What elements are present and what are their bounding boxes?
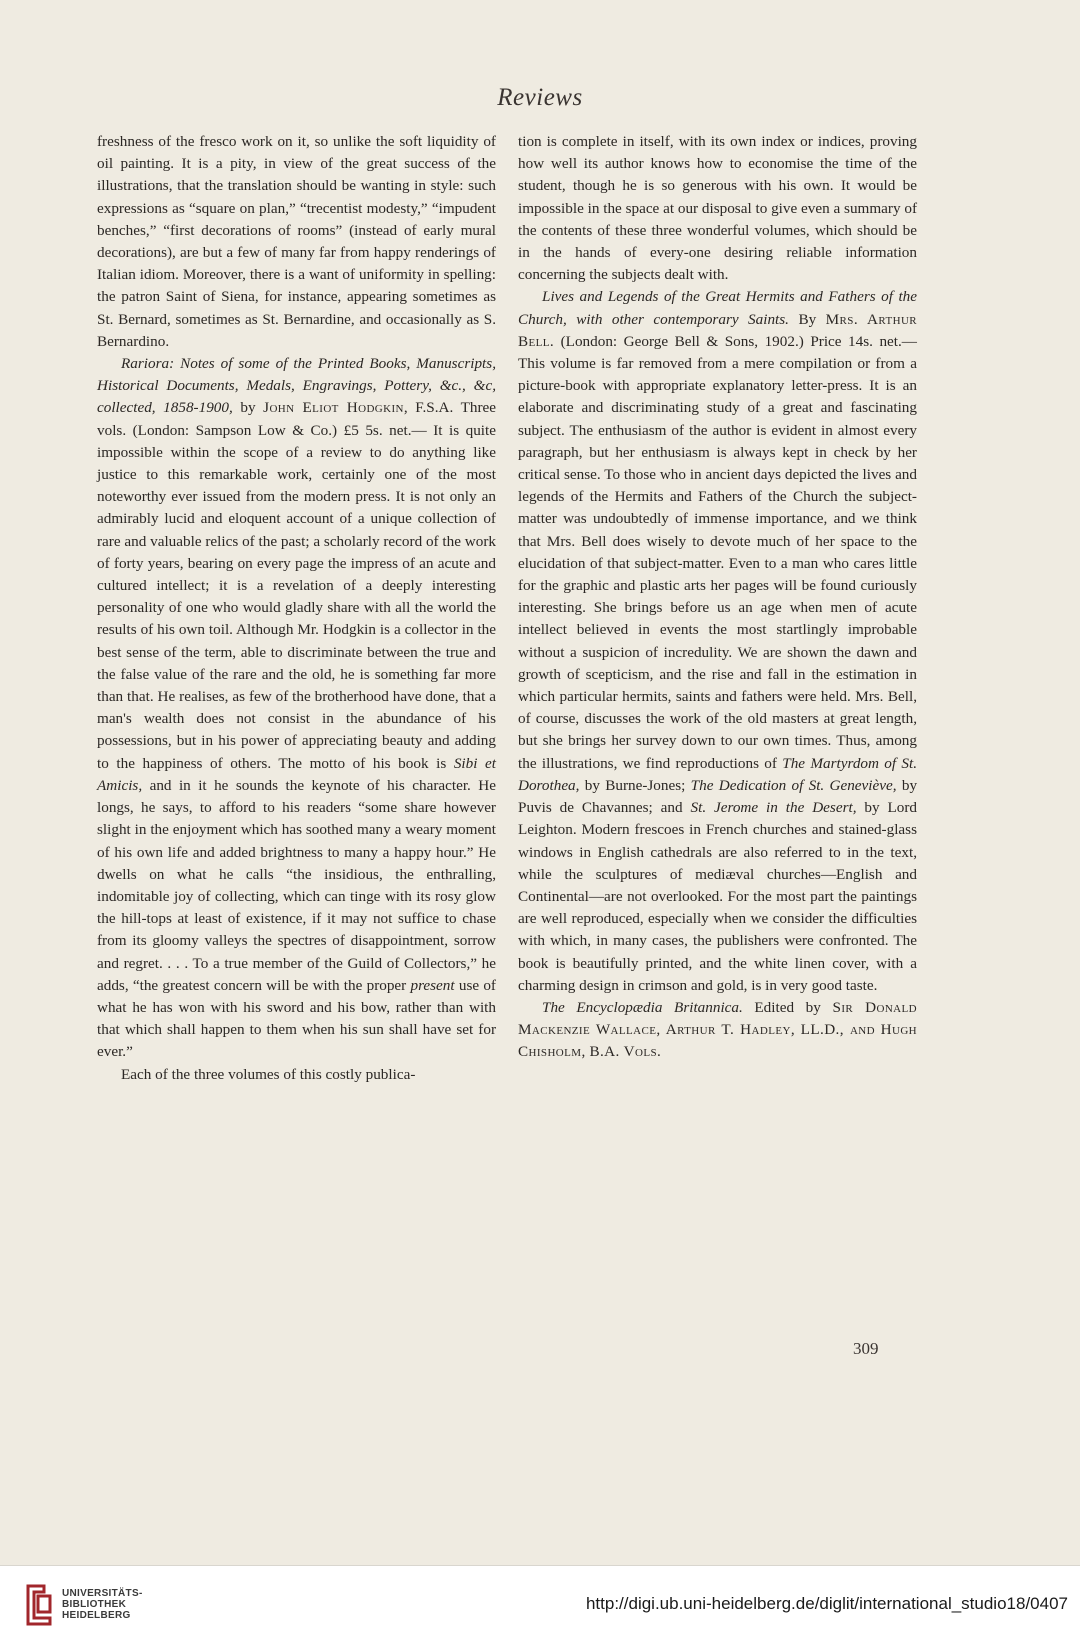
author-hodgkin: John Eliot Hodgkin [263, 399, 404, 417]
left-column [97, 131, 496, 1086]
book-title-rariora: Rariora: Notes of some of the Printed Books, Manuscripts, Historical Documents, Medals, Engravings, Pottery, &c., &c, collected, 1858-1900, [97, 355, 496, 417]
library-logo-icon [24, 1582, 54, 1628]
library-name: UNIVERSITÄTS- BIBLIOTHEK HEIDELBERG [62, 1588, 143, 1621]
author-bell: Mrs. Arthur Bell. [518, 310, 918, 350]
library-footer [0, 1565, 1080, 1645]
left-paragraph-1: freshness of the fresco work on it, so unlike the soft liquidity of oil painting. It is a pity, in view of the great success of the illustrations, that the translation should be wanting in style: such expressions as “square on plan,” “trecentist modesty,” “impudent benches,” “first decorations of rooms” (instead of early mural decorations), are but a few of many far from happy renderings of Italian idiom. Moreover, there is a want of uniformity in spelling: the patron Saint of Siena, for instance, appearing sometimes as St. Bernard, sometimes as St. Bernardine, and occasionally as S. Bernardino. [97, 133, 496, 350]
motto: Sibi et Amicis, [97, 754, 496, 794]
page-number: 309 [853, 1339, 879, 1358]
right-review-hermits: Lives and Legends of the Great Hermits and Fathers of the Church, with other contemporary Saints. By Mrs. Arthur Bell. (London: George Bell & Sons, 1902.) Price 14s. net.— This volume is far removed from a mere compilation or from a picture-book with appropriate explanatory letter-press. It is an elaborate and discriminating study of a great and fascinating subject. The enthusiasm of the author is evident in almost every paragraph, but her enthusiasm is always kept in check by her critical sense. To those who in ancient days depicted the lives and legends of the Hermits and Fathers of the Church the subject-matter was undoubtedly of immense importance, and we think that Mrs. Bell does wisely to devote much of her space to the elucidation of that subject-matter. Even to a man who cares little for the graphic and plastic arts her pages will be found curiously interesting. She brings before us an age when men of acute intellect believed in events the most startlingly improbable without a suspicion of incredulity. We are shown the dawn and growth of scepticism, and the rise and fall in the estimation in which particular hermits, saints and fathers were held. Mrs. Bell, of course, discusses the work of the old masters at great length, but she brings her survey down to our own times. Thus, among the illustrations, we find reproductions of The Martyrdom of St. Dorothea, by Burne-Jones; The Dedication of St. Geneviève, by Puvis de Chavannes; and St. Jerome in the Desert, by Lord Leighton. Modern frescoes in French churches and stained-glass windows in English cathedrals are also referred to in the text, while the sculptures of mediæval churches—English and Continental—are not overlooked. For the most part the paintings are well reproduced, especially when we consider the difficulties with which, in many cases, the publishers were confronted. The book is beautifully printed, and the white linen cover, with a charming design in crimson and gold, is in very good taste. [518, 288, 918, 994]
left-review-rariora: Rariora: Notes of some of the Printed Books, Manuscripts, Historical Documents, Medals, Engravings, Pottery, &c., &c, collected, 1858-1900, by John Eliot Hodgkin, F.S.A. Three vols. (London: Sampson Low & Co.) £5 5s. net.— It is quite impossible within the scope of a review to do anything like justice to this remarkable work, certainly one of the most noteworthy ever issued from the modern press. It is not only an admirably lucid and eloquent account of a unique collection of rare and valuable relics of the past; a scholarly record of the work of forty years, bearing on every page the impress of an acute and cultured intellect; it is a revelation of a deeply interesting personality of one who would gladly share with all the world the results of his own toil. Although Mr. Hodgkin is a collector in the best sense of the term, able to discriminate between the true and the false value of the rare and the old, he is something far more than that. He realises, as few of the brotherhood have done, that a man's wealth does not consist in the abundance of his possessions, but in his power of appreciating beauty and adding to the happiness of others. The motto of his book is Sibi et Amicis, and in it he sounds the keynote of his character. He longs, he says, to afford to his readers “some share however slight in the enjoyment which has soothed many a weary moment of his own life and added brightness to many a happy hour.” He dwells on what he calls “the insidious, the enthralling, indomitable joy of collecting, which can tinge with its rosy glow the hill-tops at least of existence, if it may not suffice to chase from its gloomy valleys the spectres of disappointment, sorrow and regret. . . . To a true member of the Guild of Collectors,” he adds, “the greatest concern will be with the proper present use of what he has won with his sword and his bow, rather than with that which shall happen to them when his sun shall have set for ever.” [97, 355, 497, 1061]
left-paragraph-3: Each of the three volumes of this costly publica- [121, 1065, 416, 1083]
right-review-britannica: The Encyclopædia Britannica. Edited by Sir Donald Mackenzie Wallace, Arthur T. Hadley, LL.D., and Hugh Chisholm, B.A. Vols. [518, 998, 918, 1061]
right-column [518, 131, 917, 1064]
source-url-link[interactable]: http://digi.ub.uni-heidelberg.de/diglit/international_studio18/0407 [585, 1594, 1068, 1613]
running-header: Reviews [497, 84, 583, 111]
book-title-hermits: Lives and Legends of the Great Hermits and Fathers of the Church, with other contemporary Saints. [518, 288, 917, 328]
right-paragraph-1: tion is complete in itself, with its own index or indices, proving how well its author knows how to economise the time of the student, though he is so generous with his own. It would be impossible in the space at our disposal to give even a summary of the contents of these three wonderful volumes, which should be in the hands of every-one desiring reliable information concerning the subjects dealt with. [518, 133, 918, 284]
book-title-britannica: The Encyclopædia Britannica. [542, 998, 743, 1016]
